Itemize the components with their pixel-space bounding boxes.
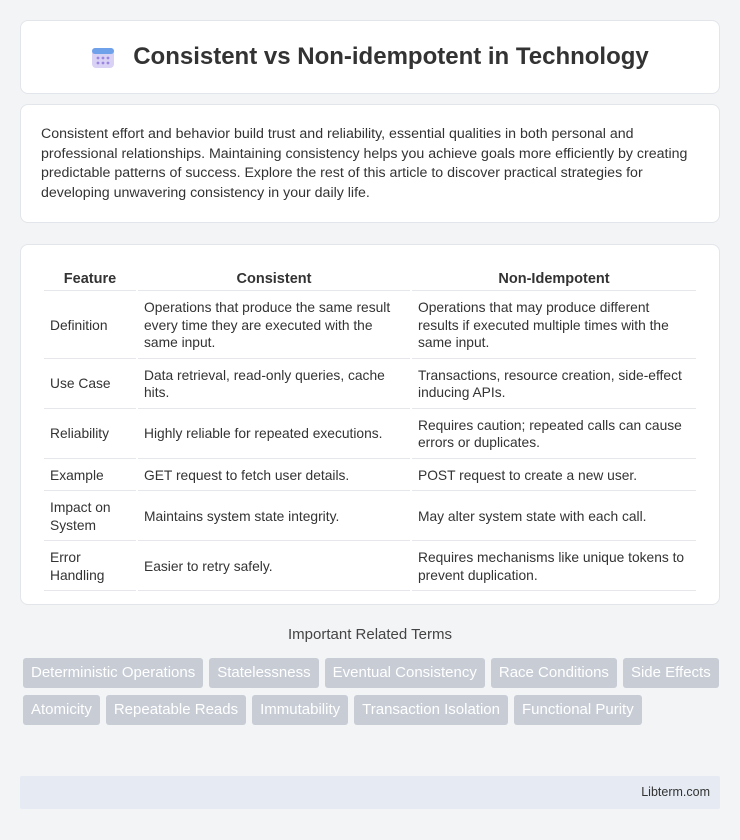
- row-non-idempotent: Transactions, resource creation, side-effect inducing APIs.: [412, 361, 696, 409]
- table-row: [44, 461, 696, 492]
- comparison-table: [42, 265, 698, 593]
- row-non-idempotent: Operations that may produce different results if executed multiple times with the same input.: [412, 293, 696, 359]
- row-consistent: Data retrieval, read-only queries, cache hits.: [138, 361, 410, 409]
- row-feature: Example: [44, 461, 136, 492]
- table-row: [44, 543, 696, 591]
- row-feature: Impact on System: [44, 493, 136, 541]
- header-consistent: Consistent: [138, 267, 410, 291]
- table-row: [44, 293, 696, 359]
- intro-text: Consistent effort and behavior build trust and reliability, essential qualities in both personal and professional relationships. Maintaining consistency helps you achieve goals more efficiently by creating predictable patterns of success. Explore the rest of this article to discover practical strategies for developing unwavering consistency in your daily life.: [41, 126, 688, 201]
- row-consistent: GET request to fetch user details.: [138, 461, 410, 492]
- row-consistent: Easier to retry safely.: [138, 543, 410, 591]
- footer: [20, 776, 720, 809]
- calendar-icon: [91, 45, 115, 69]
- related-term-tag[interactable]: Functional Purity: [514, 695, 642, 725]
- related-term-tag[interactable]: Deterministic Operations: [23, 658, 203, 688]
- row-feature: Reliability: [44, 411, 136, 459]
- related-term-tag[interactable]: Atomicity: [23, 695, 100, 725]
- related-term-tag[interactable]: Side Effects: [623, 658, 719, 688]
- table-row: [44, 361, 696, 409]
- header-feature: Feature: [44, 267, 136, 291]
- footer-site-link[interactable]: Libterm.com: [641, 785, 710, 799]
- related-term-tag[interactable]: Race Conditions: [491, 658, 617, 688]
- related-term-tag[interactable]: Immutability: [252, 695, 348, 725]
- header-non-idempotent: Non-Idempotent: [412, 267, 696, 291]
- table-row: [44, 411, 696, 459]
- row-feature: Definition: [44, 293, 136, 359]
- row-non-idempotent: May alter system state with each call.: [412, 493, 696, 541]
- row-consistent: Operations that produce the same result every time they are executed with the same input.: [138, 293, 410, 359]
- row-non-idempotent: Requires caution; repeated calls can cause errors or duplicates.: [412, 411, 696, 459]
- related-term-tag[interactable]: Repeatable Reads: [106, 695, 246, 725]
- intro-card: [20, 104, 720, 223]
- row-consistent: Highly reliable for repeated executions.: [138, 411, 410, 459]
- header-card: [20, 20, 720, 94]
- row-non-idempotent: Requires mechanisms like unique tokens to prevent duplication.: [412, 543, 696, 591]
- comparison-table-card: [20, 244, 720, 605]
- row-feature: Use Case: [44, 361, 136, 409]
- row-non-idempotent: POST request to create a new user.: [412, 461, 696, 492]
- related-terms-title: Important Related Terms: [288, 626, 452, 643]
- related-term-tag[interactable]: Transaction Isolation: [354, 695, 508, 725]
- row-feature: Error Handling: [44, 543, 136, 591]
- table-header-row: [44, 267, 696, 291]
- page-title: Consistent vs Non-idempotent in Technology: [133, 43, 649, 70]
- related-term-tag[interactable]: Statelessness: [209, 658, 318, 688]
- related-terms-list: [23, 658, 723, 725]
- related-term-tag[interactable]: Eventual Consistency: [325, 658, 485, 688]
- row-consistent: Maintains system state integrity.: [138, 493, 410, 541]
- table-row: [44, 493, 696, 541]
